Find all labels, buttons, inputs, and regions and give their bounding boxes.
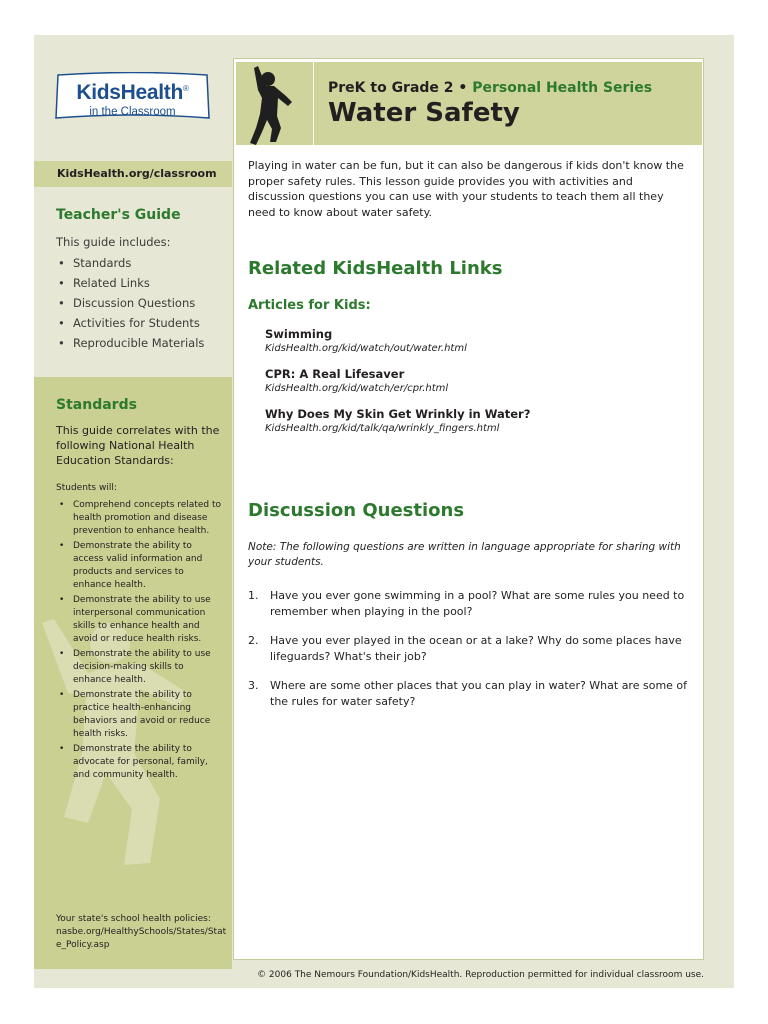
kidshealth-logo	[54, 72, 211, 122]
teachers-guide-intro: This guide includes:	[56, 235, 171, 249]
discussion-questions-title: Discussion Questions	[248, 500, 465, 521]
teachers-guide-list	[56, 253, 204, 353]
site-url[interactable]: KidsHealth.org/classroom	[57, 167, 217, 180]
articles-for-kids-title: Articles for Kids:	[248, 298, 371, 313]
questions-list	[248, 588, 688, 723]
question-number: 2.	[248, 634, 259, 647]
standards-title: Standards	[56, 397, 137, 413]
state-policy-url[interactable]: nasbe.org/HealthySchools/States/State_Policy.asp	[56, 927, 227, 950]
bullet-separator: •	[458, 80, 468, 96]
logo-subtitle: in the Classroom	[89, 106, 176, 118]
question-number: 3.	[248, 679, 259, 692]
list-item: • Related Links	[56, 273, 204, 293]
discussion-note: Note: The following questions are written in language appropriate for sharing with your students.	[248, 541, 681, 568]
page-title: Water Safety	[328, 98, 520, 128]
state-policy	[56, 913, 228, 952]
question-item	[248, 678, 688, 709]
question-item	[248, 633, 688, 664]
list-item: • Demonstrate the ability to access valid information and products and services to enhance health.	[56, 540, 224, 592]
standards-panel	[34, 377, 232, 969]
list-item: • Demonstrate the ability to use interpersonal communication skills to enhance health and avoid or reduce health risks.	[56, 594, 224, 646]
question-number: 1.	[248, 589, 259, 602]
question-text: Where are some other places that you can play in water? What are some of the rules for water safety?	[270, 679, 688, 708]
question-item	[248, 588, 688, 619]
teachers-guide-title: Teacher's Guide	[56, 207, 181, 223]
list-item: • Activities for Students	[56, 313, 204, 333]
article-link[interactable]	[265, 367, 685, 394]
article-url[interactable]: KidsHealth.org/kid/watch/er/cpr.html	[265, 383, 449, 394]
standards-intro: This guide correlates with the following National Health Education Standards:	[56, 424, 220, 467]
copyright-footer: © 2006 The Nemours Foundation/KidsHealth. Reproduction permitted for individual classroom use.	[257, 970, 704, 980]
list-item: • Demonstrate the ability to practice health-enhancing behaviors and avoid or reduce health risks.	[56, 689, 224, 741]
article-url[interactable]: KidsHealth.org/kid/watch/out/water.html	[265, 343, 467, 354]
students-will-label: Students will:	[56, 483, 117, 493]
question-text: Have you ever gone swimming in a pool? What are some rules you need to remember when playing in the pool?	[270, 589, 685, 618]
state-policy-label: Your state's school health policies:	[56, 914, 211, 924]
header-divider	[313, 62, 314, 145]
list-item: • Reproducible Materials	[56, 333, 204, 353]
list-item: • Comprehend concepts related to health promotion and disease prevention to enhance health.	[56, 499, 224, 538]
jumping-kid-icon	[248, 66, 294, 146]
list-item: • Discussion Questions	[56, 293, 204, 313]
article-link[interactable]	[265, 407, 685, 434]
sidebar	[34, 35, 232, 970]
list-item: • Demonstrate the ability to advocate for personal, family, and community health.	[56, 743, 224, 782]
article-title[interactable]: Why Does My Skin Get Wrinkly in Water?	[265, 407, 531, 421]
intro-paragraph: Playing in water can be fun, but it can also be dangerous if kids don't know the proper safety rules. This lesson guide provides you with activities and discussion questions you can use with your students to teach them all they need to know about water safety.	[248, 159, 684, 219]
series-name: Personal Health Series	[472, 80, 653, 96]
related-links-title: Related KidsHealth Links	[248, 258, 503, 279]
list-item: • Demonstrate the ability to use decision-making skills to enhance health.	[56, 648, 224, 687]
list-item: • Standards	[56, 253, 204, 273]
series-line	[328, 80, 652, 96]
site-url-band	[34, 161, 232, 187]
article-title[interactable]: CPR: A Real Lifesaver	[265, 367, 405, 381]
question-text: Have you ever played in the ocean or at a lake? Why do some places have lifeguards? What's their job?	[270, 634, 682, 663]
standards-list	[56, 499, 224, 784]
article-title[interactable]: Swimming	[265, 327, 333, 341]
grade-label: PreK to Grade 2	[328, 80, 454, 96]
article-link[interactable]	[265, 327, 685, 354]
article-url[interactable]: KidsHealth.org/kid/talk/qa/wrinkly_fingers.html	[265, 423, 500, 434]
logo-title: KidsHealth®	[76, 81, 189, 104]
